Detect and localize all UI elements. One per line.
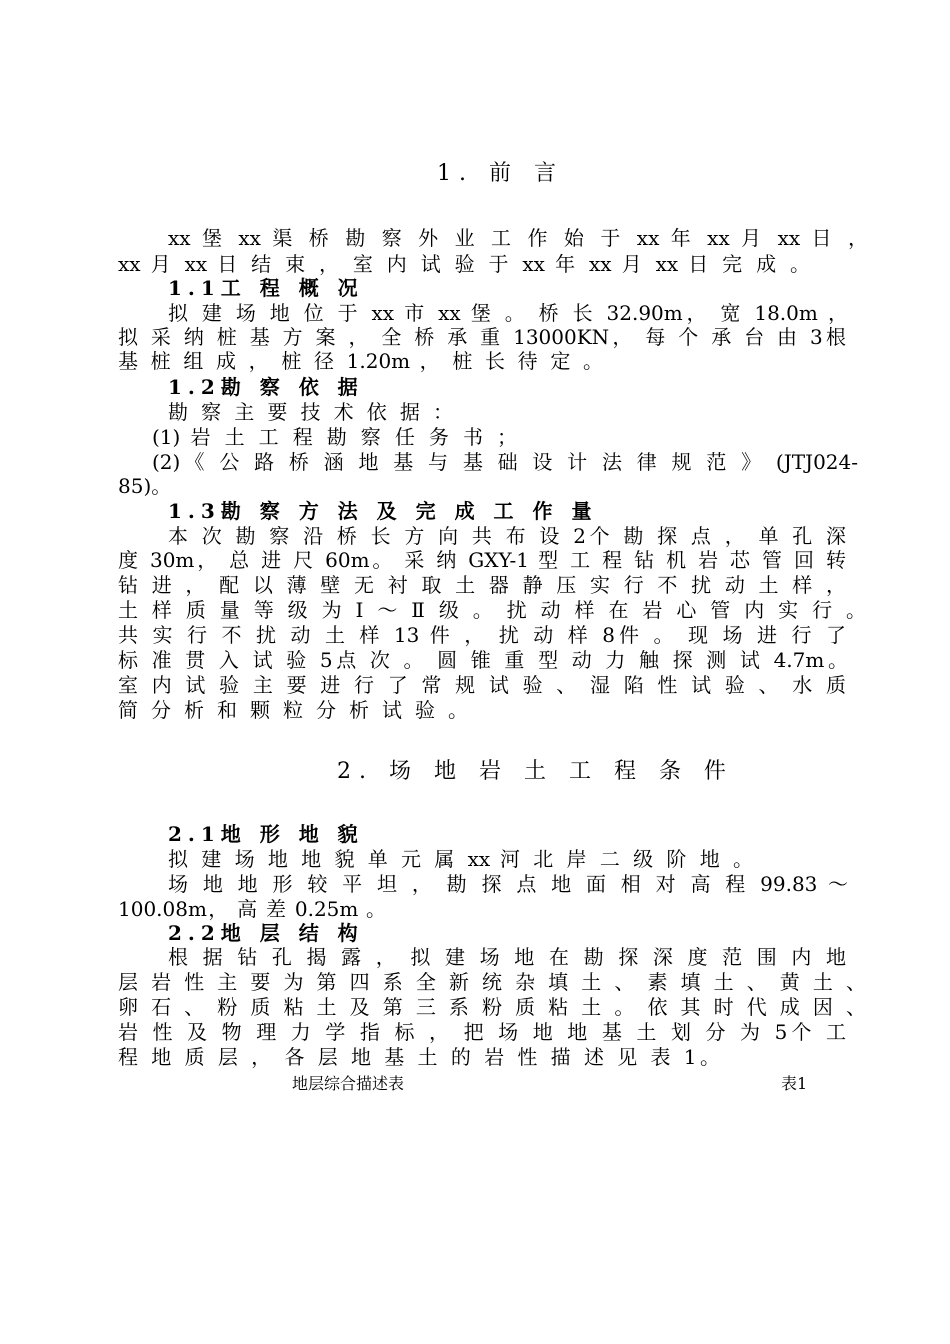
s11-line-1: 拟 建 场 地 位 于 xx 市 xx 堡 。 桥 长 32.90m， 宽 18.0m ，	[168, 301, 848, 325]
s13-line-3: 钻 进 ， 配 以 薄 壁 无 衬 取 土 器 静 压 实 行 不 扰 动 土 样 ，	[118, 573, 846, 597]
table-caption: 地层综合描述表	[292, 1074, 405, 1093]
s13-line-6: 标 准 贯 入 试 验 5点 次 。 圆 锥 重 型 动 力 触 探 测 试 4.7m。	[118, 648, 848, 672]
s13-line-4: 土 样 质 量 等 级 为 Ⅰ ～ Ⅱ 级 。 扰 动 样 在 岩 心 管 内 实 行 。	[118, 598, 866, 622]
section-1-title: 1. 前 言	[437, 161, 564, 186]
heading-1-2: 1.2勘 察 依 据	[168, 375, 364, 399]
s22-line-1: 根 据 钻 孔 揭 露 ， 拟 建 场 地 在 勘 探 深 度 范 围 内 地	[168, 945, 846, 969]
section-2-title: 2. 场 地 岩 土 工 程 条 件	[337, 759, 734, 784]
heading-2-1: 2.1地 形 地 貌	[168, 822, 364, 846]
s12-line-2: (1) 岩 土 工 程 勘 察 任 务 书 ；	[152, 425, 517, 449]
s13-line-7: 室 内 试 验 主 要 进 行 了 常 规 试 验 、 湿 陷 性 试 验 、 水 质	[118, 673, 846, 697]
s22-line-2: 层 岩 性 主 要 为 第 四 系 全 新 统 杂 填 土 、 素 填 土 、 黄 土 、	[118, 970, 866, 994]
heading-1-1: 1.1工 程 概 况	[168, 276, 364, 300]
s11-line-2: 拟 采 纳 桩 基 方 案 ， 全 桥 承 重 13000KN， 每 个 承 台 由 3根	[118, 325, 846, 349]
heading-1-3: 1.3勘 察 方 法 及 完 成 工 作 量	[168, 499, 598, 523]
intro-line-1: xx 堡 xx 渠 桥 勘 察 外 业 工 作 始 于 xx 年 xx 月 xx 日 ，	[168, 226, 868, 250]
s12-line-1: 勘 察 主 要 技 术 依 据 ：	[168, 400, 453, 424]
s21-line-1: 拟 建 场 地 地 貌 单 元 属 xx 河 北 岸 二 级 阶 地 。	[168, 847, 753, 871]
heading-2-2: 2.2地 层 结 构	[168, 921, 364, 945]
s12-line-4: 85)。	[118, 474, 172, 498]
s13-line-1: 本 次 勘 察 沿 桥 长 方 向 共 布 设 2个 勘 探 点 ， 单 孔 深	[168, 524, 846, 548]
s22-line-3: 卵 石 、 粉 质 粘 土 及 第 三 系 粉 质 粘 土 。 依 其 时 代 成 因 、	[118, 995, 866, 1019]
intro-line-2: xx 月 xx 日 结 束 ， 室 内 试 验 于 xx 年 xx 月 xx 日 完 成 。	[118, 252, 810, 276]
s22-line-4: 岩 性 及 物 理 力 学 指 标 ， 把 场 地 地 基 土 划 分 为 5个 工	[118, 1020, 846, 1044]
s11-line-3: 基 桩 组 成 ， 桩 径 1.20m ， 桩 长 待 定 。	[118, 349, 603, 373]
s12-line-3: (2)《 公 路 桥 涵 地 基 与 基 础 设 计 法 律 规 范 》 (JTJ024-	[152, 450, 858, 474]
table-label: 表1	[781, 1074, 808, 1093]
s22-line-5: 程 地 质 层 ， 各 层 地 基 土 的 岩 性 描 述 见 表 1。	[118, 1045, 720, 1069]
s13-line-2: 度 30m， 总 进 尺 60m。 采 纳 GXY-1 型 工 程 钻 机 岩 芯 管 回 转	[118, 548, 846, 572]
s21-line-2: 场 地 地 形 较 平 坦 ， 勘 探 点 地 面 相 对 高 程 99.83 ～	[168, 872, 848, 896]
s13-line-8: 简 分 析 和 颗 粒 分 析 试 验 。	[118, 698, 468, 722]
s21-line-3: 100.08m， 高 差 0.25m 。	[118, 897, 386, 921]
s13-line-5: 共 实 行 不 扰 动 土 样 13 件 ， 扰 动 样 8件 。 现 场 进 行 了	[118, 623, 846, 647]
